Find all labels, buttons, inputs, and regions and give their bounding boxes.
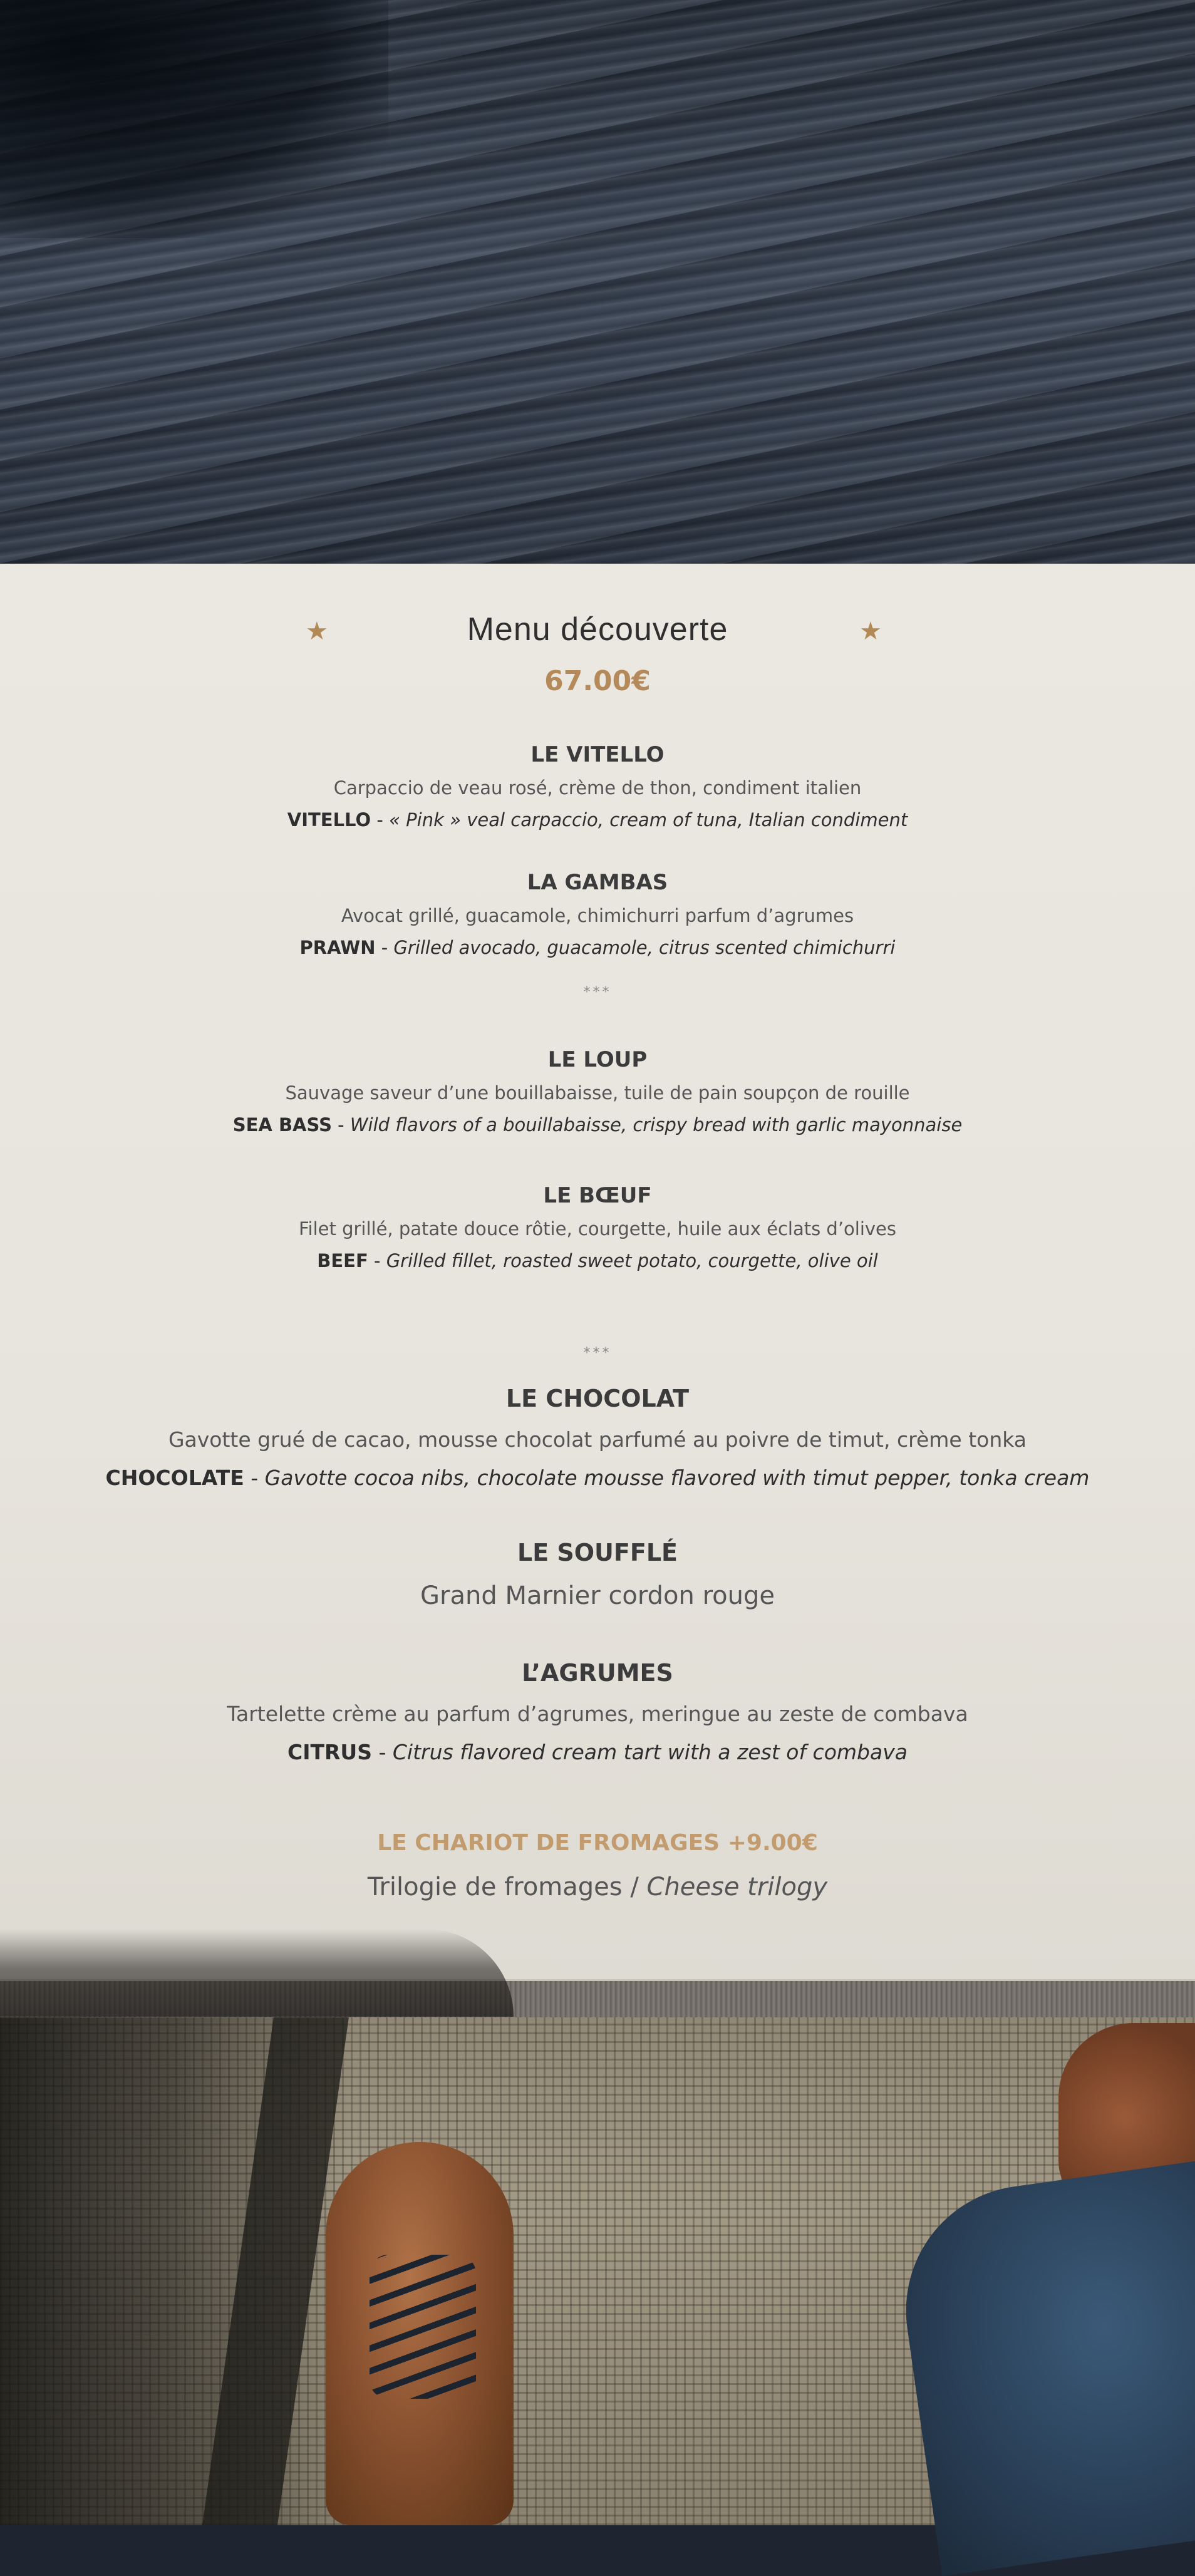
course-description-fr: Tartelette crème au parfum d’agrumes, meringue au zeste de combava (227, 1702, 968, 1726)
cheese-description-en: Cheese trilogy (646, 1873, 828, 1901)
course-label-en: PRAWN (299, 937, 376, 958)
course-description-fr: Avocat grillé, guacamole, chimichurri parfum d’agrumes (341, 905, 854, 926)
course-text-en: Grilled avocado, guacamole, citrus scented chimichurri (393, 937, 896, 958)
star-right-icon: ★ (859, 618, 882, 645)
course-separator: - (372, 1740, 393, 1764)
course-description-en (0, 939, 1195, 957)
course-label-en: CHOCOLATE (105, 1466, 244, 1490)
course-description-fr: Grand Marnier cordon rouge (420, 1581, 775, 1610)
menu-price: 67.00€ (544, 665, 651, 697)
course-name: LA GAMBAS (527, 870, 668, 895)
course-name: L’AGRUMES (522, 1659, 673, 1687)
course-description-en (0, 811, 1195, 829)
course-agrumes (0, 1661, 1195, 1762)
star-left-icon: ★ (306, 618, 328, 645)
course-text-en: Gavotte cocoa nibs, chocolate mousse flavored with timut pepper, tonka cream (264, 1466, 1090, 1490)
course-name: LE SOUFFLÉ (517, 1539, 678, 1566)
table-shadow (0, 0, 388, 238)
cheese-supplement-description (0, 1873, 1195, 1901)
course-loup (0, 1049, 1195, 1134)
course-label-en: VITELLO (287, 809, 371, 830)
section-separator: *** (583, 985, 612, 1000)
course-text-en: « Pink » veal carpaccio, cream of tuna, Italian condiment (389, 809, 908, 830)
course-description-en (0, 1467, 1195, 1488)
course-separator: - (371, 809, 390, 830)
menu-title: Menu découverte (467, 611, 728, 648)
cheese-supplement-title: LE CHARIOT DE FROMAGES +9.00€ (377, 1830, 818, 1856)
course-description-fr: Sauvage saveur d’une bouillabaisse, tuile de pain soupçon de rouille (285, 1082, 910, 1104)
course-souffle (0, 1541, 1195, 1608)
course-name: LE CHOCOLAT (505, 1385, 690, 1412)
course-vitello (0, 744, 1195, 829)
course-label-en: BEEF (317, 1250, 368, 1271)
course-description-fr: Filet grillé, patate douce rôtie, courgette, huile aux éclats d’olives (298, 1218, 897, 1239)
course-description-en (0, 1116, 1195, 1134)
course-description-en (0, 1742, 1195, 1762)
course-description-en (0, 1252, 1195, 1270)
course-description-fr: Carpaccio de veau rosé, crème de thon, condiment italien (333, 777, 862, 799)
course-chocolat (0, 1387, 1195, 1488)
hand-shadow (0, 1929, 514, 2017)
course-label-en: CITRUS (287, 1740, 372, 1764)
shoe-laces (370, 2255, 476, 2399)
course-name: LE LOUP (547, 1047, 648, 1072)
course-separator: - (244, 1466, 265, 1490)
course-text-en: Grilled fillet, roasted sweet potato, courgette, olive oil (386, 1250, 878, 1271)
section-separator: *** (583, 1345, 612, 1361)
course-gambas (0, 872, 1195, 957)
course-label-en: SEA BASS (232, 1114, 332, 1135)
course-separator: - (331, 1114, 350, 1135)
course-name: LE VITELLO (530, 742, 665, 767)
cheese-description-fr: Trilogie de fromages / (367, 1873, 647, 1901)
course-description-fr: Gavotte grué de cacao, mousse chocolat parfumé au poivre de timut, crème tonka (168, 1427, 1027, 1452)
course-boeuf (0, 1185, 1195, 1270)
course-text-en: Wild flavors of a bouillabaisse, crispy bread with garlic mayonnaise (349, 1114, 963, 1135)
course-separator: - (375, 937, 394, 958)
course-text-en: Citrus flavored cream tart with a zest of combava (392, 1740, 908, 1764)
course-separator: - (368, 1250, 386, 1271)
course-name: LE BŒUF (543, 1183, 652, 1208)
